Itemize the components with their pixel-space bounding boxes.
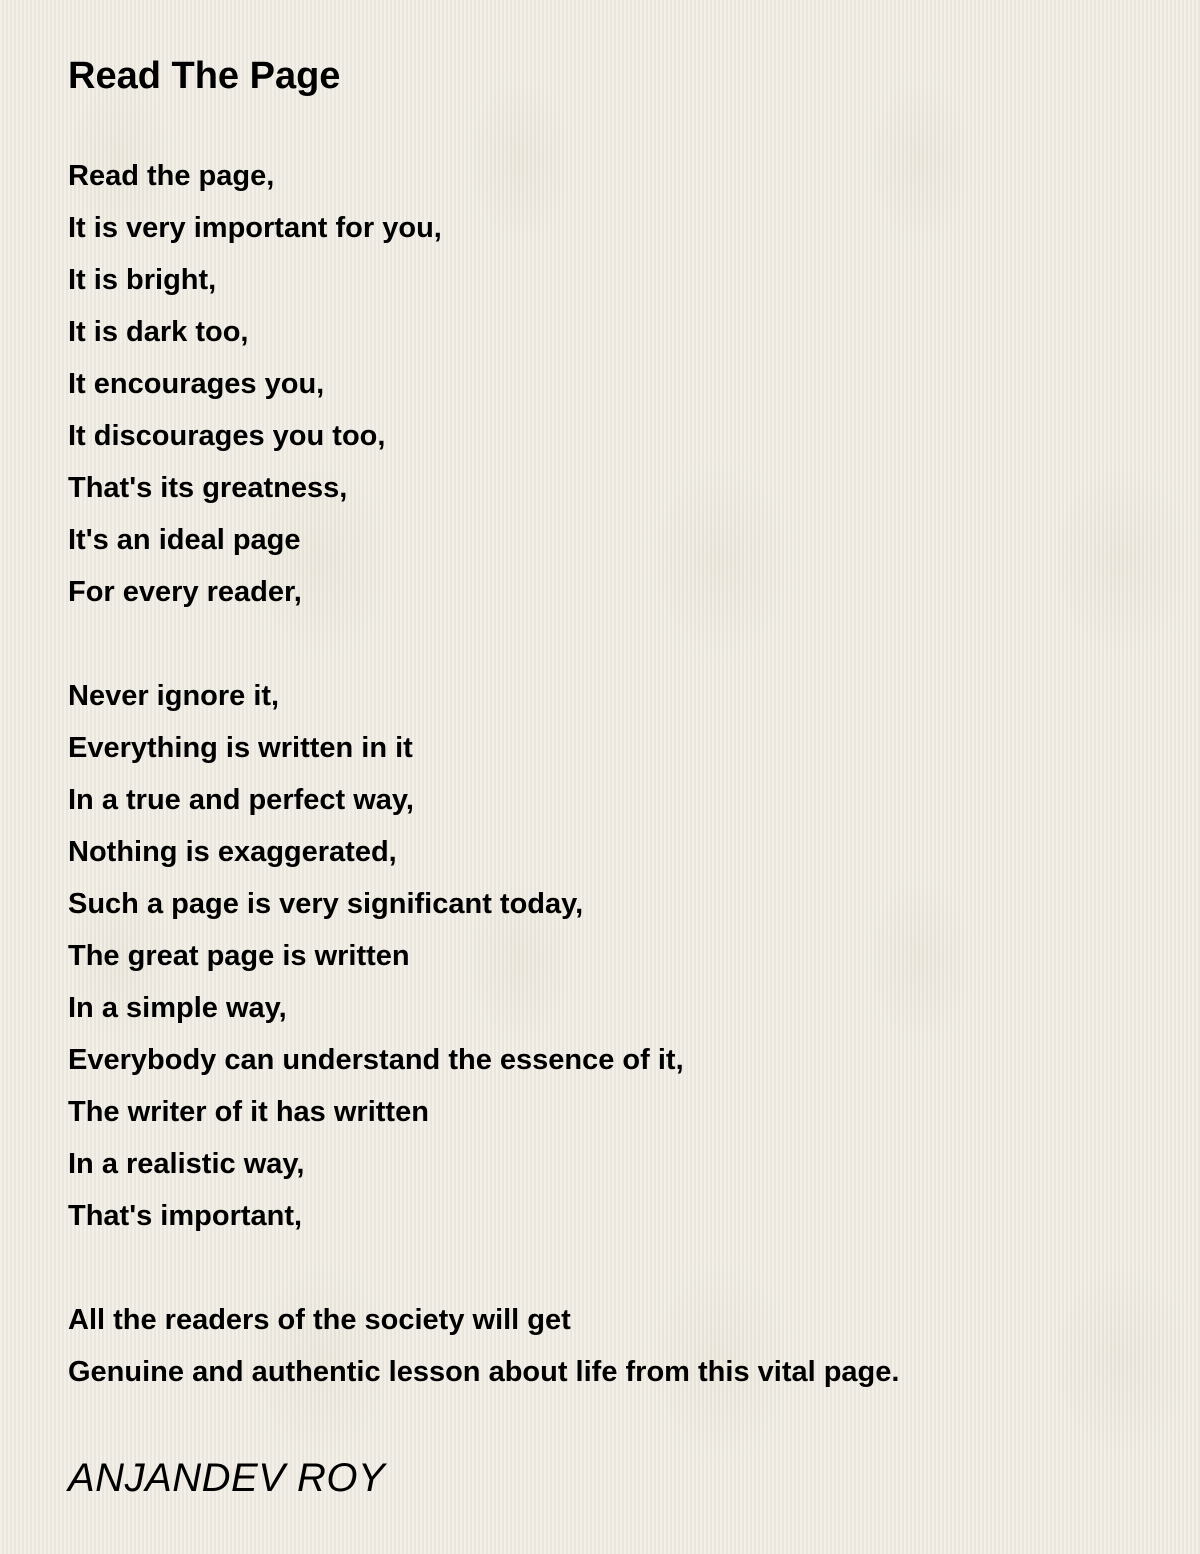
poem-line: It discourages you too,: [68, 420, 386, 452]
poem-line: Genuine and authentic lesson about life from this vital page.: [68, 1356, 900, 1388]
poem-line: In a simple way,: [68, 992, 287, 1024]
poem-line: It's an ideal page: [68, 524, 301, 556]
stanza-1: [68, 150, 899, 618]
poem-line: The great page is written: [68, 940, 410, 972]
poem-line: It is bright,: [68, 264, 217, 296]
poem-line: In a true and perfect way,: [68, 784, 414, 816]
poem-line: Read the page,: [68, 160, 275, 192]
stanza-2: [68, 670, 899, 1242]
poem-line: In a realistic way,: [68, 1148, 305, 1180]
poem-line: Nothing is exaggerated,: [68, 836, 397, 868]
poem-line: Never ignore it,: [68, 680, 280, 712]
poem-line: Such a page is very significant today,: [68, 888, 584, 920]
poem-line: It encourages you,: [68, 368, 325, 400]
poem-line: It is very important for you,: [68, 212, 442, 244]
poem-title: Read The Page: [68, 55, 341, 97]
poem-author: ANJANDEV ROY: [68, 1456, 386, 1500]
poem-line: Everybody can understand the essence of it,: [68, 1044, 684, 1076]
poem-body: [68, 150, 899, 1398]
poem-line: All the readers of the society will get: [68, 1304, 571, 1336]
poem-line: It is dark too,: [68, 316, 249, 348]
poem-line: For every reader,: [68, 576, 302, 608]
poem-line: That's its greatness,: [68, 472, 348, 504]
poem-line: Everything is written in it: [68, 732, 413, 764]
poem-line: The writer of it has written: [68, 1096, 429, 1128]
stanza-3: [68, 1294, 899, 1398]
poem-line: That's important,: [68, 1200, 303, 1232]
